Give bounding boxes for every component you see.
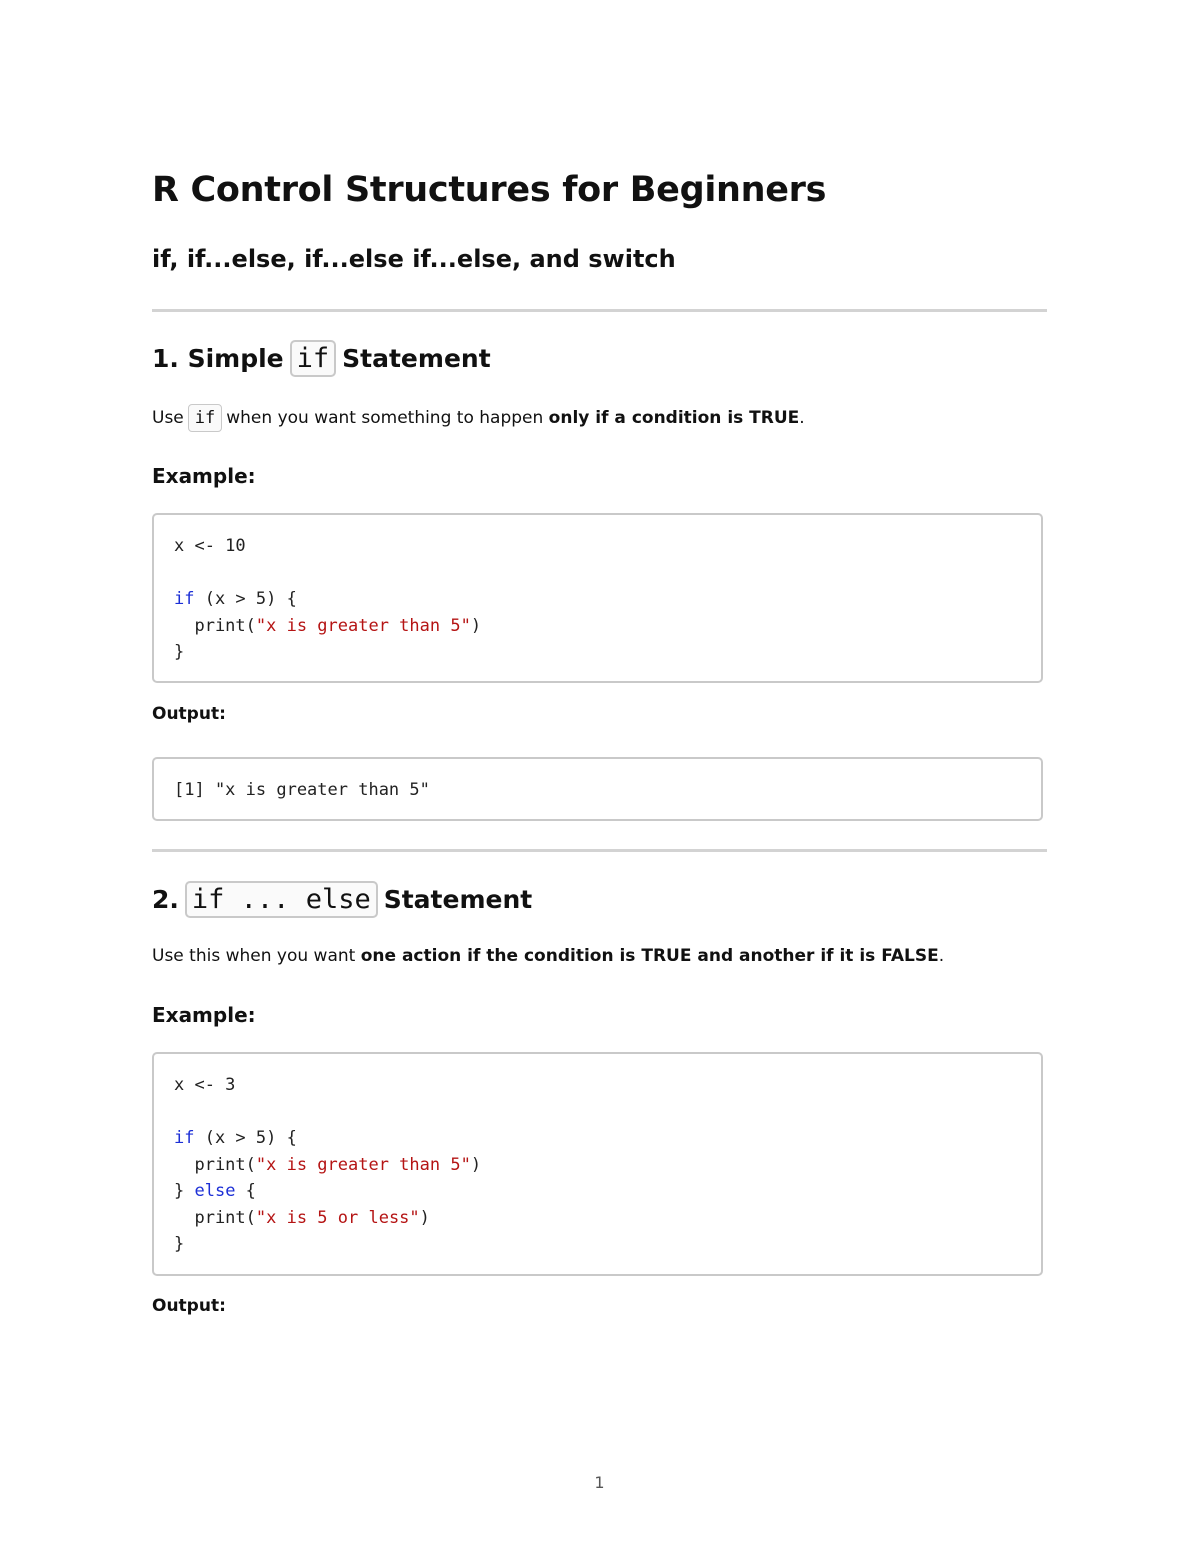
divider — [152, 309, 1047, 312]
divider — [152, 849, 1047, 852]
output-label: Output: — [152, 1296, 226, 1316]
page-number: 1 — [594, 1473, 605, 1492]
inline-code: if — [188, 404, 222, 432]
example-label: Example: — [152, 1003, 256, 1027]
output-label: Output: — [152, 704, 226, 724]
output-block: [1] "x is greater than 5" — [152, 757, 1043, 821]
page-title: R Control Structures for Beginners — [152, 170, 827, 210]
heading-inline-code: if — [290, 340, 337, 377]
code-block: x <- 3 if (x > 5) { print("x is greater than 5") } else { print("x is 5 or less") } — [152, 1052, 1043, 1276]
section-1-heading: 1. Simple if Statement — [152, 340, 491, 377]
page-subtitle: if, if...else, if...else if...else, and switch — [152, 245, 676, 273]
section-1-description: Use if when you want something to happen only if a condition is TRUE . — [152, 404, 805, 432]
section-2-heading: 2. if ... else Statement — [152, 881, 532, 918]
section-2-description: Use this when you want one action if the condition is TRUE and another if it is FALSE . — [152, 946, 945, 966]
heading-inline-code: if ... else — [185, 881, 378, 918]
code-block: x <- 10 if (x > 5) { print("x is greater than 5") } — [152, 513, 1043, 683]
example-label: Example: — [152, 464, 256, 488]
